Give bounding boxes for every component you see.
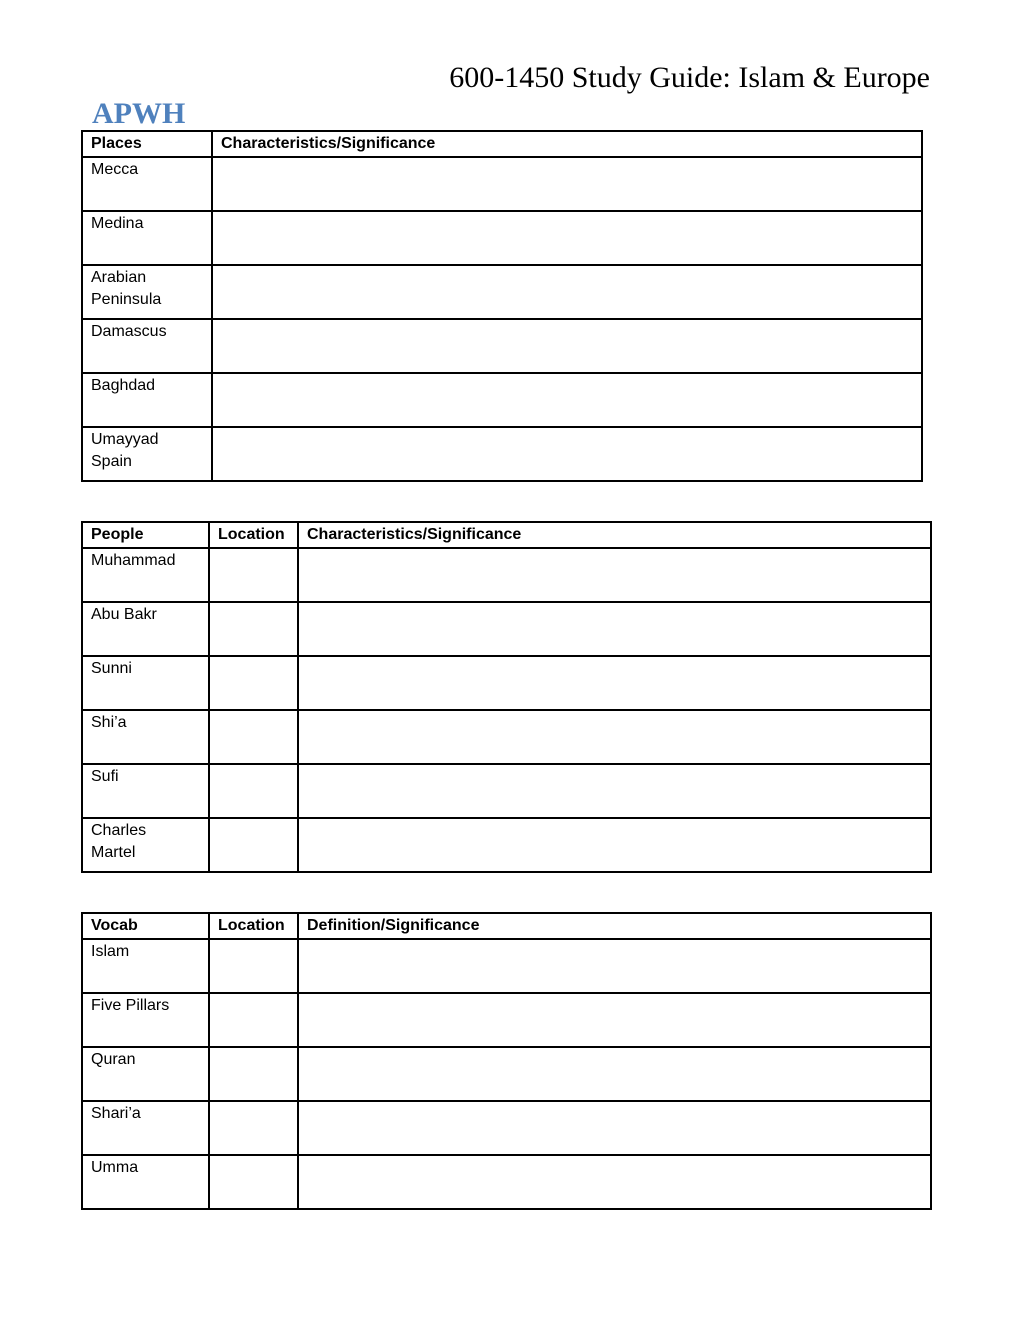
row-label: Umayyad Spain	[82, 427, 212, 481]
table-row	[82, 265, 922, 319]
row-label: Sufi	[82, 764, 209, 818]
location-cell[interactable]	[209, 602, 298, 656]
answer-cell[interactable]	[212, 265, 922, 319]
answer-cell[interactable]	[212, 427, 922, 481]
location-cell[interactable]	[209, 1047, 298, 1101]
table-row	[82, 319, 922, 373]
row-label: Shi’a	[82, 710, 209, 764]
column-header-location: Location	[209, 522, 298, 548]
people-table	[81, 521, 932, 873]
column-header-definition: Definition/Significance	[298, 913, 931, 939]
location-cell[interactable]	[209, 656, 298, 710]
table-row	[82, 211, 922, 265]
table-row	[82, 373, 922, 427]
table-header-row	[82, 913, 931, 939]
location-cell[interactable]	[209, 764, 298, 818]
row-label: Baghdad	[82, 373, 212, 427]
location-cell[interactable]	[209, 818, 298, 872]
table-row	[82, 656, 931, 710]
location-cell[interactable]	[209, 939, 298, 993]
row-label: Five Pillars	[82, 993, 209, 1047]
answer-cell[interactable]	[298, 1101, 931, 1155]
answer-cell[interactable]	[212, 319, 922, 373]
location-cell[interactable]	[209, 993, 298, 1047]
table-row	[82, 1155, 931, 1209]
vocab-table	[81, 912, 932, 1210]
table-header-row	[82, 131, 922, 157]
row-label: Abu Bakr	[82, 602, 209, 656]
answer-cell[interactable]	[298, 1155, 931, 1209]
table-row	[82, 710, 931, 764]
row-label: Islam	[82, 939, 209, 993]
answer-cell[interactable]	[298, 818, 931, 872]
page-title: 600-1450 Study Guide: Islam & Europe	[449, 61, 930, 94]
answer-cell[interactable]	[298, 656, 931, 710]
column-header-people: People	[82, 522, 209, 548]
row-label: Shari’a	[82, 1101, 209, 1155]
row-label: Quran	[82, 1047, 209, 1101]
answer-cell[interactable]	[298, 993, 931, 1047]
row-label: Umma	[82, 1155, 209, 1209]
table-row	[82, 602, 931, 656]
answer-cell[interactable]	[298, 939, 931, 993]
row-label: Sunni	[82, 656, 209, 710]
answer-cell[interactable]	[298, 1047, 931, 1101]
location-cell[interactable]	[209, 548, 298, 602]
answer-cell[interactable]	[212, 157, 922, 211]
table-header-row	[82, 522, 931, 548]
answer-cell[interactable]	[298, 602, 931, 656]
table-row	[82, 548, 931, 602]
row-label: Arabian Peninsula	[82, 265, 212, 319]
location-cell[interactable]	[209, 1101, 298, 1155]
table-row	[82, 1101, 931, 1155]
course-label: APWH	[92, 97, 186, 130]
answer-cell[interactable]	[298, 764, 931, 818]
row-label: Charles Martel	[82, 818, 209, 872]
table-row	[82, 1047, 931, 1101]
answer-cell[interactable]	[298, 710, 931, 764]
answer-cell[interactable]	[298, 548, 931, 602]
location-cell[interactable]	[209, 1155, 298, 1209]
answer-cell[interactable]	[212, 211, 922, 265]
row-label: Mecca	[82, 157, 212, 211]
location-cell[interactable]	[209, 710, 298, 764]
table-row	[82, 764, 931, 818]
table-row	[82, 939, 931, 993]
table-row	[82, 818, 931, 872]
row-label: Damascus	[82, 319, 212, 373]
row-label: Medina	[82, 211, 212, 265]
row-label: Muhammad	[82, 548, 209, 602]
column-header-characteristics: Characteristics/Significance	[298, 522, 931, 548]
table-row	[82, 427, 922, 481]
column-header-characteristics: Characteristics/Significance	[212, 131, 922, 157]
column-header-places: Places	[82, 131, 212, 157]
table-row	[82, 993, 931, 1047]
table-row	[82, 157, 922, 211]
places-table	[81, 130, 923, 482]
answer-cell[interactable]	[212, 373, 922, 427]
column-header-location: Location	[209, 913, 298, 939]
column-header-vocab: Vocab	[82, 913, 209, 939]
